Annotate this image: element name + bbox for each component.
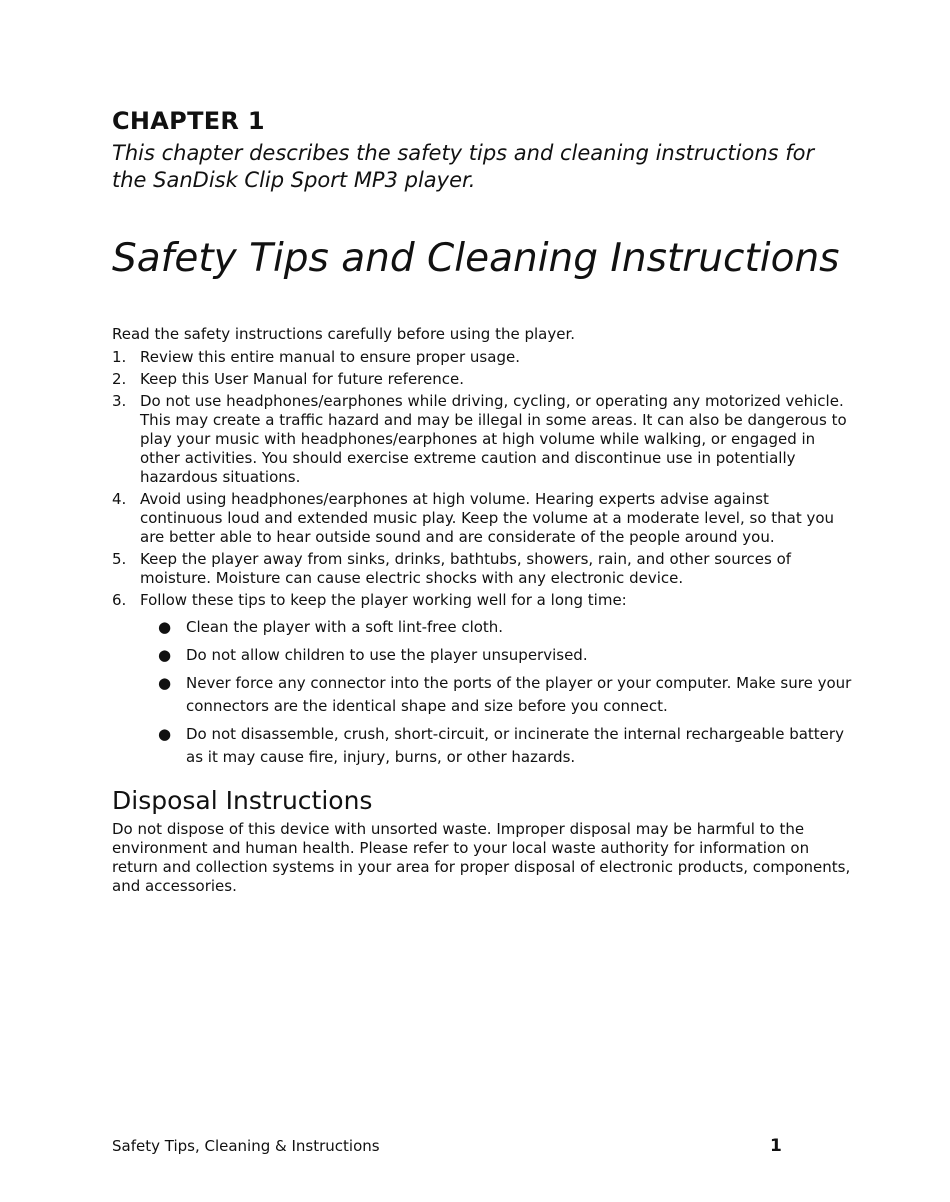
tip-item: [158, 616, 852, 639]
tip-text: Do not disassemble, crush, short-circuit, or incinerate the internal rechargeable battery as it may cause fire, injury, burns, or other hazards.: [186, 725, 844, 766]
bullet-icon: ●: [158, 674, 172, 692]
bullet-icon: ●: [158, 725, 172, 743]
disposal-text: Do not dispose of this device with unsorted waste. Improper disposal may be harmful to the environment and human health. Please refer to your local waste authority for information on return and collection systems in your area for proper disposal of electronic products, components, and accessories.: [112, 820, 851, 895]
list-item-text: Keep the player away from sinks, drinks, bathtubs, showers, rain, and other sources of moisture. Moisture can cause electric shocks with any electronic device.: [140, 550, 792, 587]
page-title: Safety Tips and Cleaning Instructions: [112, 236, 840, 281]
list-item: [112, 370, 852, 389]
tip-item: [158, 644, 852, 667]
tip-item: [158, 723, 852, 769]
safety-list: [112, 348, 852, 769]
tip-text: Clean the player with a soft lint-free cloth.: [186, 618, 504, 636]
safety-section: [112, 325, 852, 774]
disposal-heading: Disposal Instructions: [112, 786, 373, 815]
list-item-text: Follow these tips to keep the player working well for a long time:: [140, 591, 627, 609]
list-number: 2.: [112, 370, 127, 388]
tip-text: Never force any connector into the ports of the player or your computer. Make sure your connectors are the identical shape and size before you connect.: [186, 674, 852, 715]
list-number: 6.: [112, 591, 127, 609]
page-number: 1: [770, 1136, 782, 1156]
list-item: [112, 550, 852, 588]
tip-text: Do not allow children to use the player unsupervised.: [186, 646, 588, 664]
list-item-text: Avoid using headphones/earphones at high volume. Hearing experts advise against continuous loud and extended music play. Keep the volume at a moderate level, so that you are better able to hear outside sound and are considerate of the people around you.: [140, 490, 835, 546]
list-number: 5.: [112, 550, 127, 568]
list-item-text: Do not use headphones/earphones while driving, cycling, or operating any motorized vehicle. This may create a traffic hazard and may be illegal in some areas. It can also be dangerous to play your music with headphones/earphones at high volume while walking, or engaged in other activities. You should exercise extreme caution and discontinue use in potentially hazardous situations.: [140, 392, 847, 486]
list-number: 4.: [112, 490, 127, 508]
list-item: [112, 392, 852, 487]
list-item-text: Keep this User Manual for future reference.: [140, 370, 465, 388]
list-item: [112, 490, 852, 547]
bullet-icon: ●: [158, 646, 172, 664]
list-item: [112, 591, 852, 769]
safety-intro: Read the safety instructions carefully before using the player.: [112, 325, 576, 343]
bullet-icon: ●: [158, 618, 172, 636]
tips-list: [140, 616, 852, 769]
list-number: 1.: [112, 348, 127, 366]
chapter-intro: [112, 140, 852, 194]
chapter-intro-line-1: This chapter describes the safety tips and cleaning instructions for: [112, 141, 815, 165]
document-page: [112, 0, 852, 1202]
list-item: [112, 348, 852, 367]
list-number: 3.: [112, 392, 127, 410]
chapter-intro-line-2: the SanDisk Clip Sport MP3 player.: [112, 168, 476, 192]
tip-item: [158, 672, 852, 718]
list-item-text: Review this entire manual to ensure proper usage.: [140, 348, 520, 366]
chapter-label: CHAPTER 1: [112, 107, 265, 135]
footer-title: Safety Tips, Cleaning & Instructions: [112, 1137, 380, 1155]
